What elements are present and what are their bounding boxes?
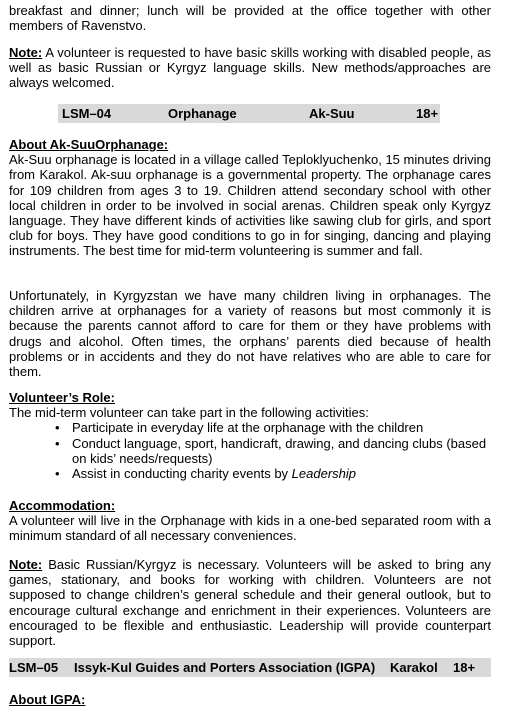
volunteer-role-heading: Volunteer’s Role:: [9, 390, 115, 405]
note-1-text: A volunteer is requested to have basic skills working with disabled people, as well as basic Russian or Kyrgyz language skills. New methods/approaches are always welcomed.: [9, 45, 491, 91]
intro-line-1: breakfast and dinner; lunch will be provided at the office together with other: [9, 3, 491, 18]
about-igpa-heading: About IGPA:: [9, 692, 86, 707]
note-1-label: Note:: [9, 45, 43, 60]
role-item-1: [9, 420, 491, 435]
project-type: Orphanage: [168, 106, 237, 121]
role-item-3-emphasis: Leadership: [291, 466, 356, 482]
bullet-icon: •: [55, 435, 60, 451]
about-orphanage-para-2-block: [9, 288, 491, 379]
about-orphanage-section: [9, 137, 491, 259]
accommodation-text: A volunteer will live in the Orphanage with kids in a one-bed separated room with a minimum standard of all necessary conveniences.: [9, 513, 491, 544]
project-name: Issyk-Kul Guides and Porters Association (IGPA): [74, 660, 376, 675]
volunteer-role-section: [9, 390, 491, 481]
role-item-1-text: Participate in everyday life at the orphanage with the children: [72, 420, 424, 436]
bullet-icon: •: [55, 466, 60, 482]
role-item-2-text: Conduct language, sport, handicraft, drawing, and dancing clubs (based on kids’ needs/requests): [72, 435, 487, 466]
project-code: LSM–05: [9, 660, 59, 675]
about-orphanage-para-1: Ak-Suu orphanage is located in a village called Teploklyuchenko, 15 minutes driving from Karakol. Ak-suu orphanage is a governmental property. The orphanage cares for 109 children from ages 3 to 19. Children attend secondary school with other local children in order to be involved in social arenas. Children speak only Kyrgyz language. They have different kinds of activities like sawing club for girls, and sport club for boys. They have good conditions to go in for singing, dancing and playing instruments. The best time for mid-term volunteering is summer and fall.: [9, 152, 491, 259]
note-2-label: Note:: [9, 557, 43, 572]
note-2-text: Basic Russian/Kyrgyz is necessary. Volunteers will be asked to bring any games, stationary, and books for working with children. Volunteers are not supposed to change children’s general schedule and their general outlook, but to encourage cultural exchange and enrichment in their experiences. Volunteers are encouraged to be flexible and enthusiastic. Leadership will provide counterpart support.: [9, 557, 491, 649]
project-location: Ak-Suu: [309, 106, 355, 121]
bullet-icon: •: [55, 420, 60, 436]
accommodation-heading: Accommodation:: [9, 498, 116, 513]
about-orphanage-para-2: Unfortunately, in Kyrgyzstan we have many children living in orphanages. The children arrive at orphanages for a variety of reasons but most commonly it is because the parents cannot afford to care for them or they have problems with drugs and alcohol. Often times, the orphans’ parents died because of health problems or in accidents and they do not have relatives who are able to care for them.: [9, 288, 491, 380]
project-age: 18+: [416, 106, 439, 121]
role-item-3: [9, 466, 491, 481]
project-code: LSM–04: [62, 106, 112, 121]
intro-line-2: members of Ravenstvo.: [9, 18, 147, 34]
project-header-lsm05: [9, 658, 491, 677]
project-header-lsm04: [58, 104, 440, 123]
note-1: [9, 45, 491, 91]
intro-text: [9, 3, 491, 33]
role-item-2: [9, 436, 491, 466]
about-orphanage-heading: About Ak-SuuOrphanage:: [9, 137, 169, 152]
volunteer-role-intro: The mid-term volunteer can take part in the following activities:: [9, 405, 369, 421]
volunteer-role-list: [9, 420, 491, 481]
accommodation-section: [9, 498, 491, 544]
role-item-3-text: Assist in conducting charity events by: [72, 466, 292, 482]
note-2: [9, 557, 491, 648]
project-age: 18+: [453, 660, 476, 675]
about-igpa-section: [9, 692, 491, 707]
project-location: Karakol: [390, 660, 438, 675]
